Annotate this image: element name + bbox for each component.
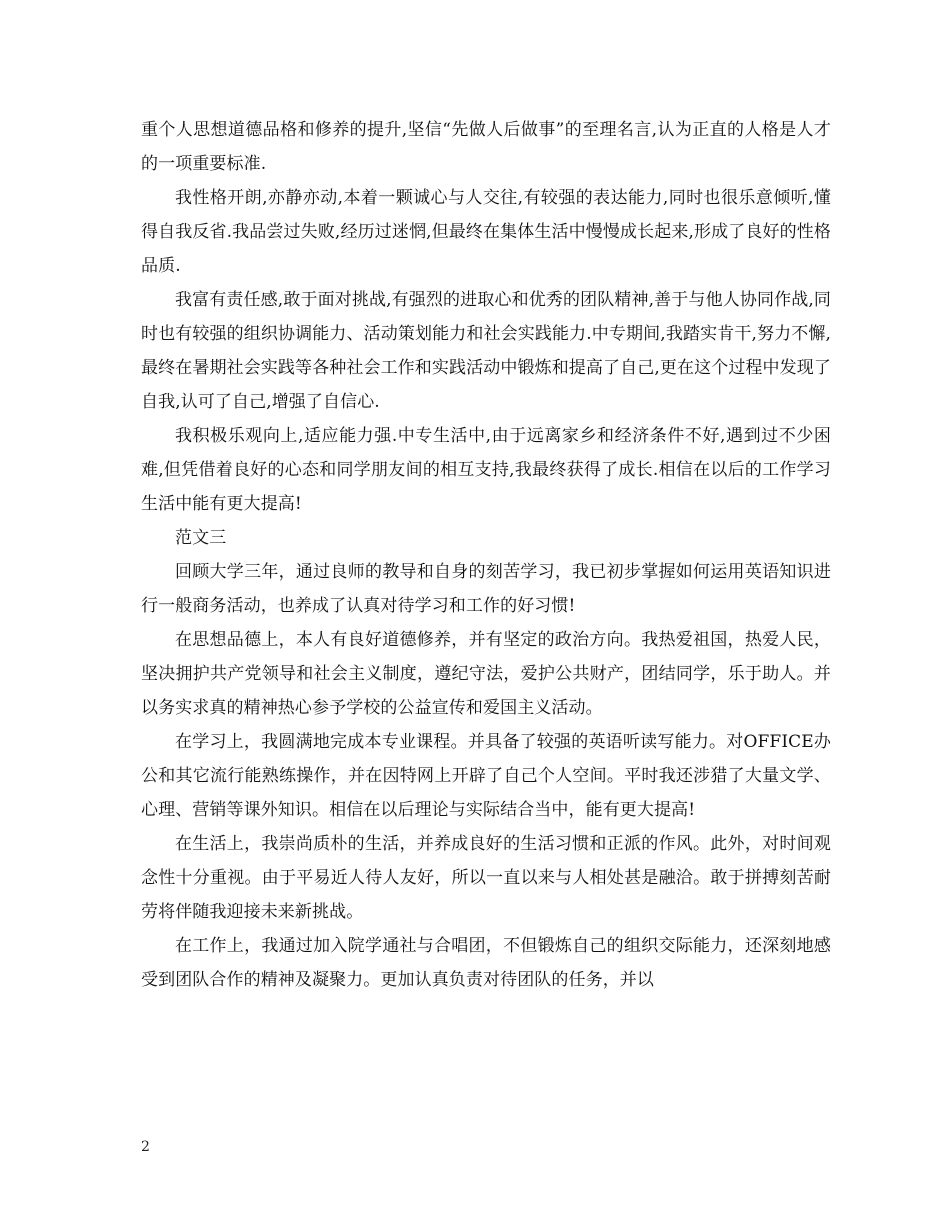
paragraph-8: 在生活上，我崇尚质朴的生活，并养成良好的生活习惯和正派的作风。此外，对时间观念性十分重视。由于平易近人待人友好，所以一直以来与人相处甚是融洽。敢于拼搏刻苦耐劳将伴随我迎接未来新挑战。 xyxy=(141,834,831,922)
section-heading: 范文三 xyxy=(175,528,227,548)
paragraph-1: 重个人思想道德品格和修养的提升,坚信“先做人后做事”的至理名言,认为正直的人格是人才的一项重要标准. xyxy=(141,120,831,174)
paragraph-2: 我性格开朗,亦静亦动,本着一颗诚心与人交往,有较强的表达能力,同时也很乐意倾听,懂得自我反省.我品尝过失败,经历过迷惘,但最终在集体生活中慢慢成长起来,形成了良好的性格品质. xyxy=(141,188,831,276)
paragraph-4: 我积极乐观向上,适应能力强.中专生活中,由于远离家乡和经济条件不好,遇到过不少困难,但凭借着良好的心态和同学朋友间的相互支持,我最终获得了成长.相信在以后的工作学习生活中能有更大提高! xyxy=(141,426,831,514)
page-number: 2 xyxy=(141,1139,150,1155)
paragraph-7: 在学习上，我圆满地完成本专业课程。并具备了较强的英语听读写能力。对OFFICE办公和其它流行能熟练操作，并在因特网上开辟了自己个人空间。平时我还涉猎了大量文学、心理、营销等课外知识。相信在以后理论与实际结合当中，能有更大提高! xyxy=(141,732,831,820)
paragraph-9: 在工作上，我通过加入院学通社与合唱团，不但锻炼自己的组织交际能力，还深刻地感受到团队合作的精神及凝聚力。更加认真负责对待团队的任务，并以 xyxy=(141,936,831,990)
paragraph-3: 我富有责任感,敢于面对挑战,有强烈的进取心和优秀的团队精神,善于与他人协同作战,同时也有较强的组织协调能力、活动策划能力和社会实践能力.中专期间,我踏实肯干,努力不懈,最终在暑期社会实践等各种社会工作和实践活动中锻炼和提高了自己,更在这个过程中发现了自我,认可了自己,增强了自信心. xyxy=(141,290,831,412)
paragraph-5: 回顾大学三年，通过良师的教导和自身的刻苦学习，我已初步掌握如何运用英语知识进行一般商务活动，也养成了认真对待学习和工作的好习惯! xyxy=(141,562,831,616)
document-body xyxy=(141,113,831,997)
paragraph-6: 在思想品德上，本人有良好道德修养，并有坚定的政治方向。我热爱祖国，热爱人民，坚决拥护共产党领导和社会主义制度，遵纪守法，爱护公共财产，团结同学，乐于助人。并以务实求真的精神热心参予学校的公益宣传和爱国主义活动。 xyxy=(141,630,831,718)
